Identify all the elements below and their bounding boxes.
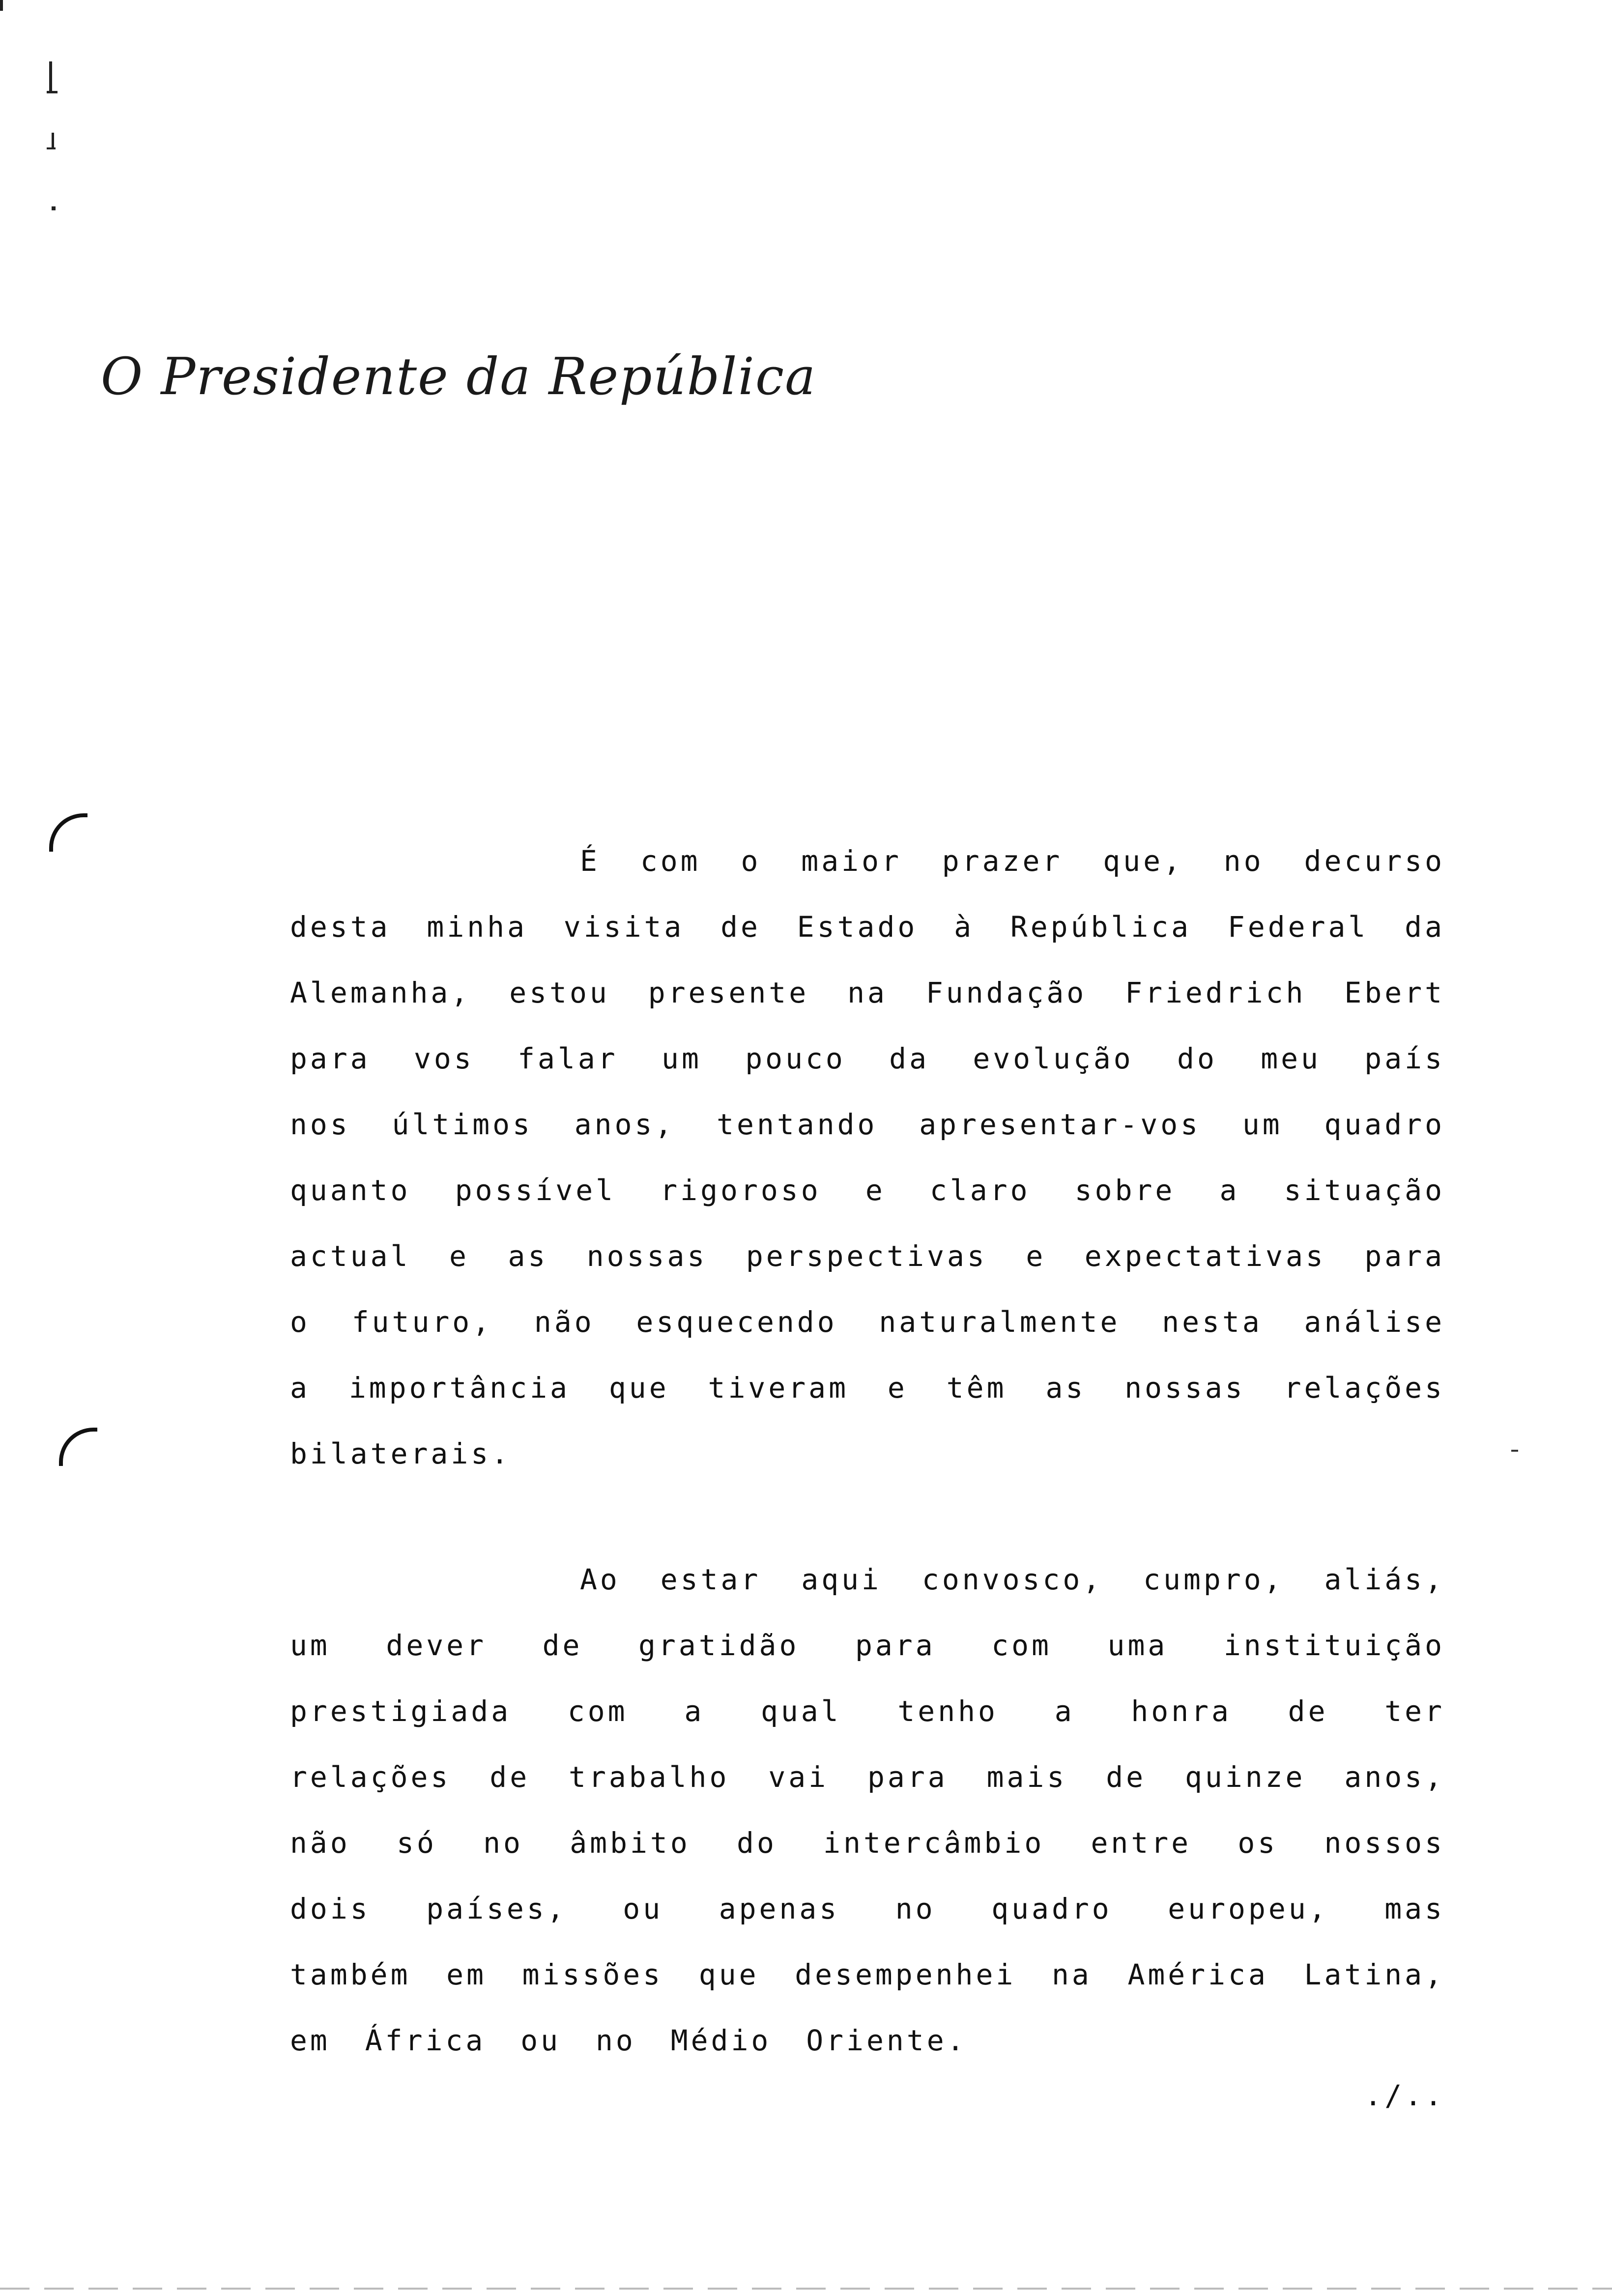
paragraph-text: É com o maior prazer que, no decurso desta minha visita de Estado à República Federal da Alemanha, estou presente na Fundação Friedrich Ebert para vos falar um pouco da evolução do meu país nos últimos anos, tentando apresentar-vos um quadro quanto possível rigoroso e claro sobre a situação actual e as nossas perspectivas e expectativas para o futuro, não esquecendo naturalmente nesta análise a importância que tiveram e têm as nossas relações bilaterais.: [290, 844, 1445, 1470]
scan-mark: [52, 206, 56, 210]
scan-mark: [47, 147, 56, 149]
body-paragraph: [290, 828, 1445, 1487]
paragraph-text: Ao estar aqui convosco, cumpro, aliás, um dever de gratidão para com uma instituição prestigiada com a qual tenho a honra de ter relações de trabalho vai para mais de quinze anos, não só no âmbito do intercâmbio entre os nossos dois países, ou apenas no quadro europeu, mas também em missões que desempenhei na América Latina, em África ou no Médio Oriente.: [290, 1563, 1445, 2057]
page-continuation-mark: ./..: [1364, 2079, 1445, 2112]
letterhead-title: O Presidente da República: [101, 346, 817, 406]
scan-mark: [0, 0, 3, 11]
binding-mark: [59, 1428, 97, 1466]
binding-mark: [49, 813, 87, 852]
margin-dash: [1511, 1450, 1518, 1452]
scan-mark: [52, 133, 54, 147]
scan-mark: [47, 91, 58, 93]
body-paragraph: [290, 1547, 1445, 2073]
scan-edge-line: [0, 2288, 1612, 2290]
scan-mark: [49, 61, 52, 91]
